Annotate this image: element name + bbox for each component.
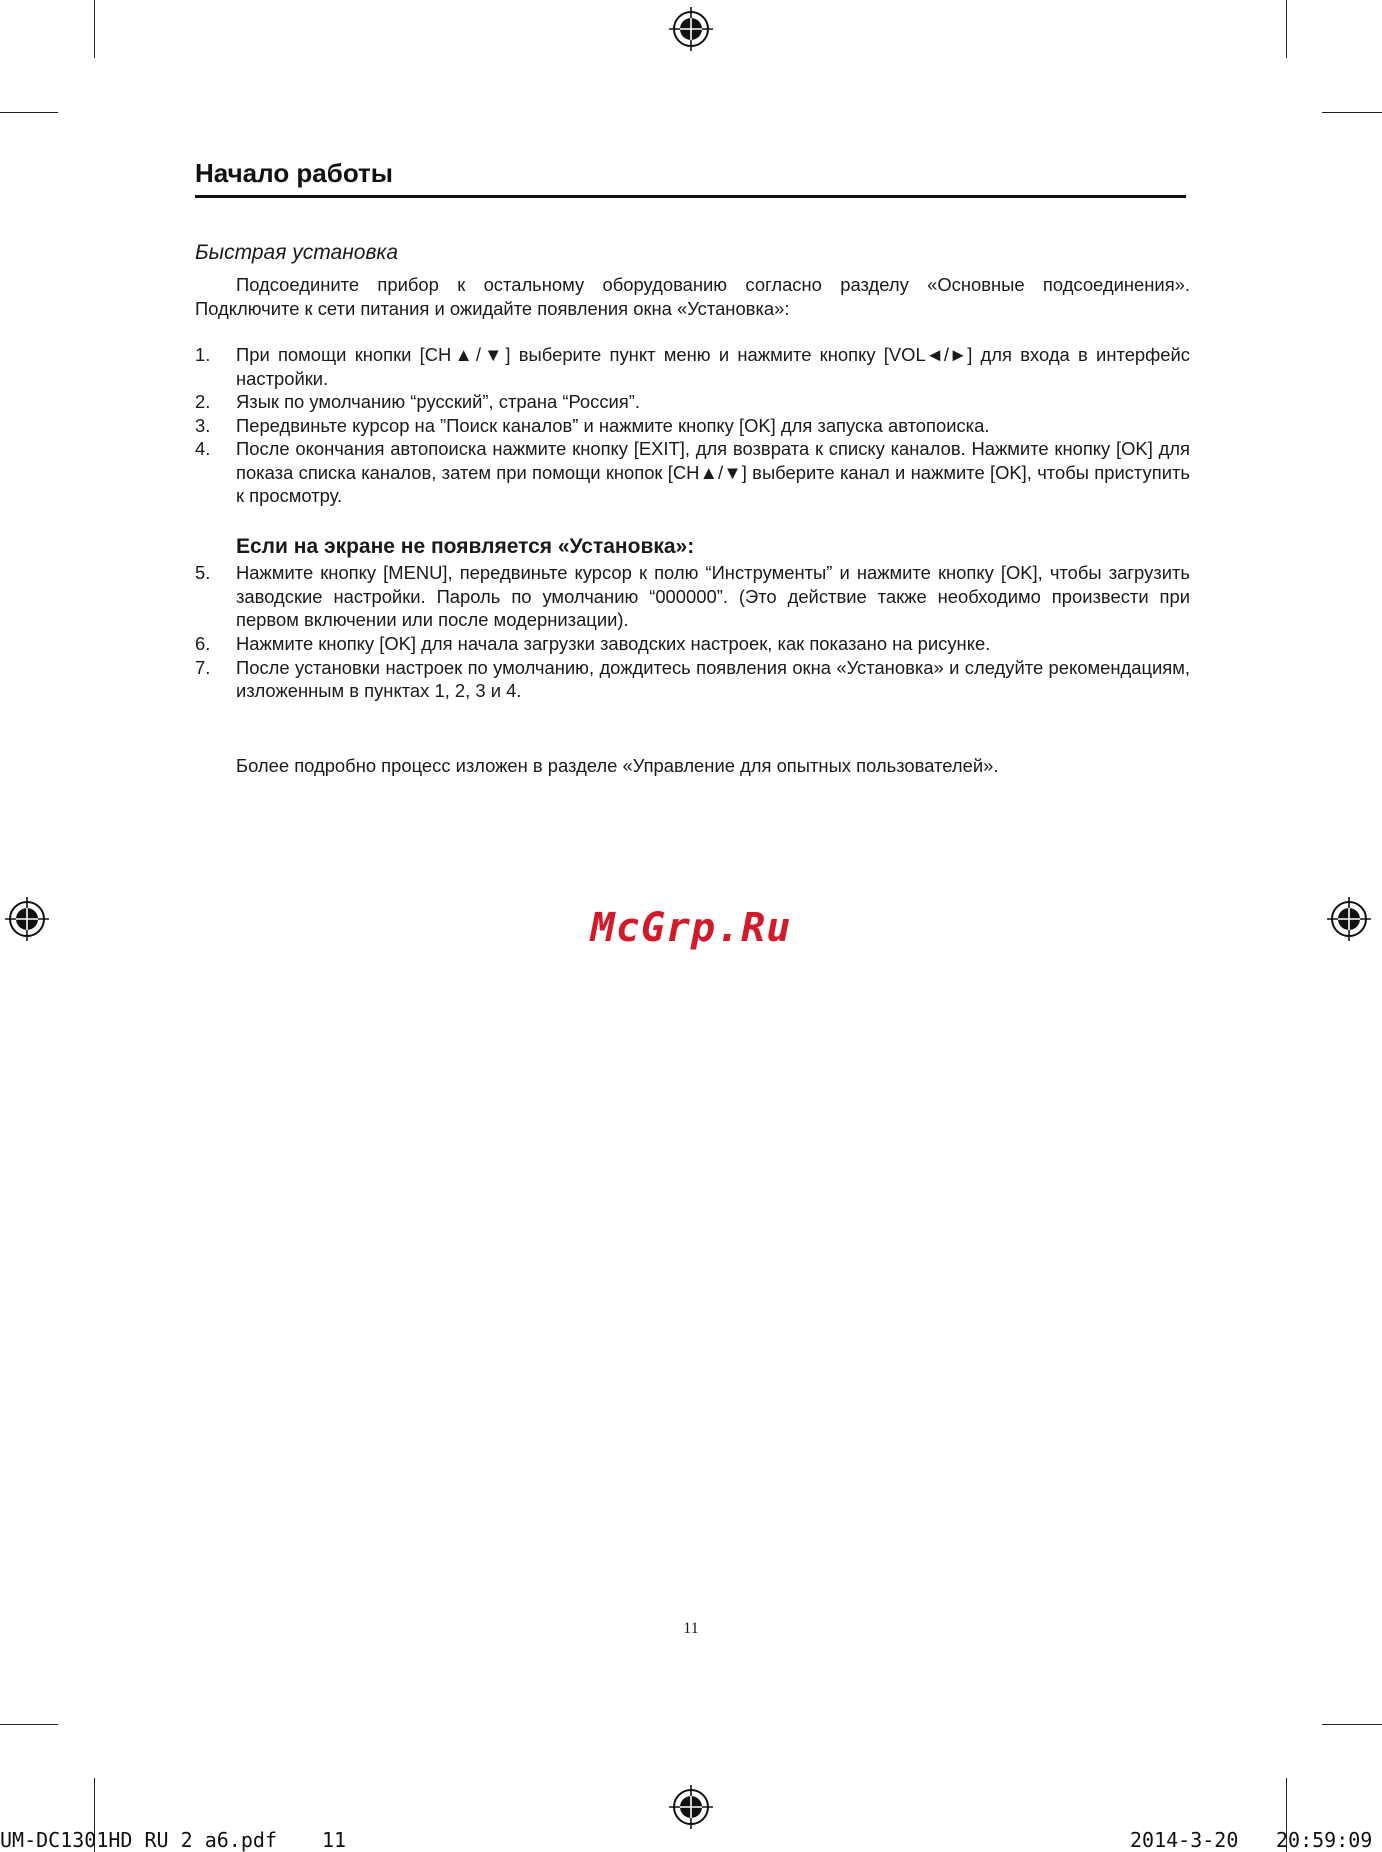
list-item-text: После окончания автопоиска нажмите кнопку [EXIT], для возврата к списку каналов. Нажмите кнопку [OK] для показа списка каналов, затем при помощи кнопок [CH▲/▼] выберите канал и нажмите [OK], чтобы приступить к просмотру.	[236, 438, 1190, 506]
list-item	[195, 414, 1190, 438]
page-number: 11	[683, 1620, 699, 1637]
list-item	[195, 343, 1190, 390]
list-item-number: 2.	[195, 391, 211, 412]
list-item-text: Нажмите кнопку [MENU], передвиньте курсор к полю “Инструменты” и нажмите кнопку [OK], чтобы загрузить заводские настройки. Пароль по умолчанию “000000”. (Это действие также необходимо произвести при первом включении или после модернизации).	[236, 562, 1190, 630]
list-item-number: 3.	[195, 414, 211, 436]
footer-filename: UM-DC1301HD RU 2 a6.pdf	[0, 1828, 277, 1852]
section-subtitle: Быстрая установка	[195, 241, 399, 264]
list-item	[195, 632, 1190, 656]
list-item-number: 6.	[195, 633, 211, 654]
footer-page: 11	[322, 1828, 347, 1852]
page-title: Начало работы	[195, 158, 393, 188]
list-item	[195, 437, 1190, 508]
list-item-number: 7.	[195, 656, 211, 678]
registration-mark-icon	[668, 1784, 714, 1830]
crop-mark	[94, 0, 95, 58]
list-item-text: Передвиньте курсор на ”Поиск каналов” и нажмите кнопку [OK] для запуска автопоиска.	[236, 414, 990, 436]
more-info-text: Более подробно процесс изложен в разделе «Управление для опытных пользователей».	[236, 755, 999, 776]
crop-mark	[0, 1724, 58, 1725]
registration-mark-icon	[668, 6, 714, 52]
list-item-text: Нажмите кнопку [OK] для начала загрузки заводских настроек, как показано на рисунке.	[236, 633, 991, 654]
list-item-text: Язык по умолчанию “русский”, страна “Россия”.	[236, 391, 641, 412]
list-item	[195, 390, 1190, 414]
intro-paragraph: Подсоедините прибор к остальному оборудованию согласно разделу «Основные подсоединения». Подключите к сети питания и ожидайте появления окна «Установка»:	[195, 274, 1190, 319]
list-item-number: 1.	[195, 344, 211, 365]
section-subheading: Если на экране не появляется «Установка»:	[236, 535, 695, 558]
title-rule	[195, 195, 1186, 198]
list-item-number: 5.	[195, 562, 211, 583]
crop-mark	[1286, 0, 1287, 58]
list-item-number: 4.	[195, 438, 211, 459]
list-item-text: После установки настроек по умолчанию, дождитесь появления окна «Установка» и следуйте рекомендациям, изложенным в пунктах 1, 2, 3 и 4.	[236, 656, 1190, 701]
list-item	[195, 561, 1190, 632]
list-item-text: При помощи кнопки [CH▲/▼] выберите пункт меню и нажмите кнопку [VOL◄/►] для входа в интерфейс настройки.	[236, 344, 1190, 389]
crop-mark	[1322, 1724, 1382, 1725]
list-item	[195, 656, 1190, 703]
crop-mark	[0, 112, 58, 113]
watermark-logo: McGrp.Ru	[590, 905, 792, 951]
footer-date: 2014-3-20	[1130, 1828, 1239, 1852]
crop-mark	[1322, 112, 1382, 113]
footer-time: 20:59:09	[1276, 1828, 1373, 1852]
